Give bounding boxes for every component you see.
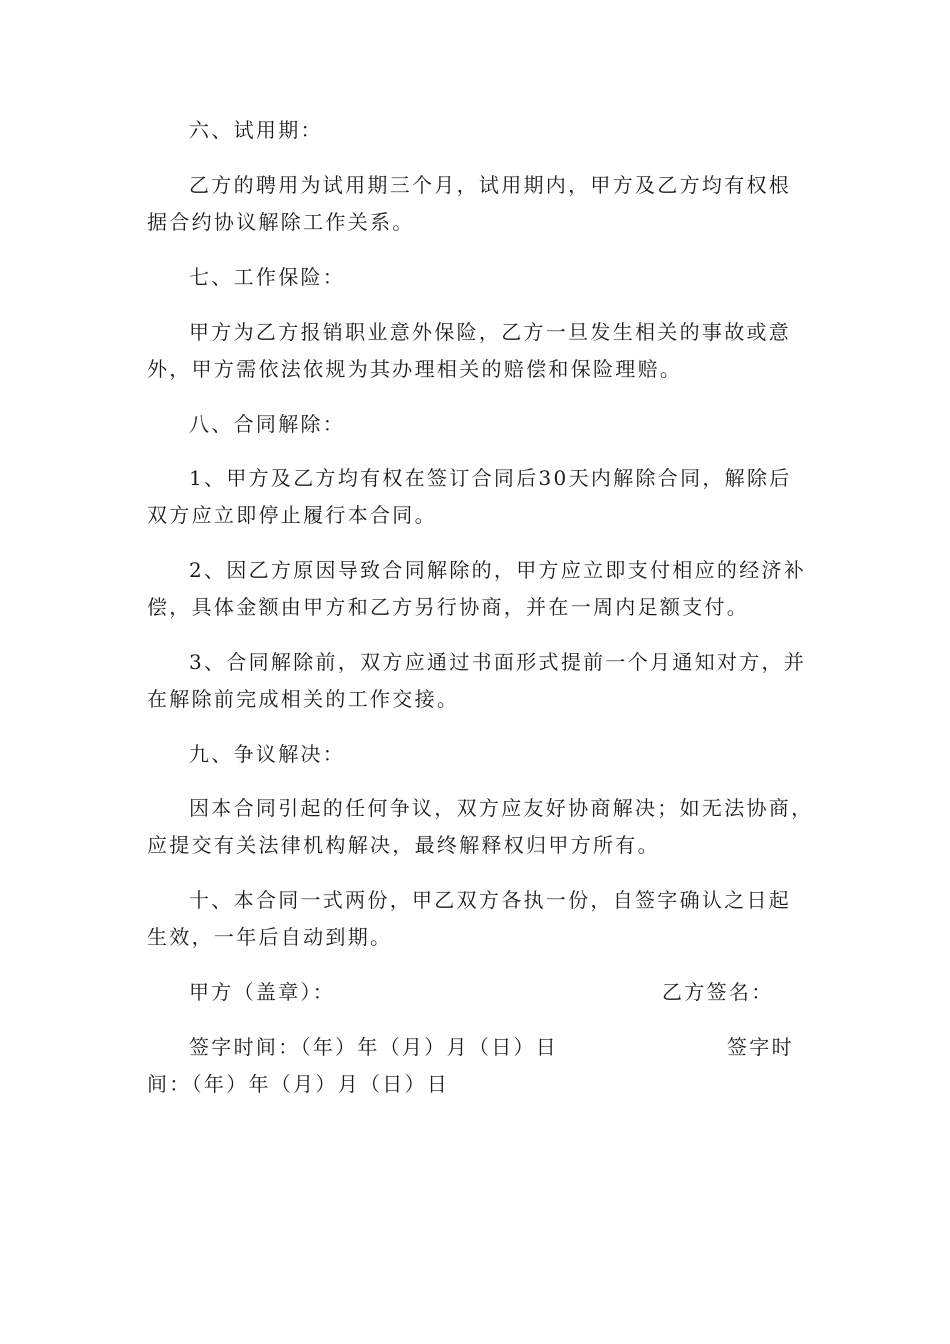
section-6-body-line-2: 据合约协议解除工作关系。	[147, 210, 415, 234]
section-8-item-1-line-1: 1、甲方及乙方均有权在签订合同后30天内解除合同，解除后	[189, 466, 792, 490]
section-7-body-line-2: 外，甲方需依法依规为其办理相关的赔偿和保险理赔。	[147, 357, 683, 381]
section-6-body-line-1: 乙方的聘用为试用期三个月，试用期内，甲方及乙方均有权根	[189, 173, 792, 197]
party-b-signature-label: 乙方签名：	[662, 980, 774, 1004]
party-a-sign-date: 签字时间：（年）年（月）月（日）日	[189, 1035, 559, 1059]
party-b-sign-date-end: 间：（年）年（月）月（日）日	[147, 1072, 450, 1096]
section-8-item-3-line-2: 在解除前完成相关的工作交接。	[147, 687, 460, 711]
party-a-seal-label: 甲方（盖章）：	[189, 980, 336, 1004]
section-8-item-3-line-1: 3、合同解除前，双方应通过书面形式提前一个月通知对方，并	[189, 650, 807, 674]
section-6-heading: 六、试用期：	[189, 118, 323, 142]
section-10-line-1: 十、本合同一式两份，甲乙双方各执一份，自签字确认之日起	[189, 888, 792, 912]
section-8-item-1-line-2: 双方应立即停止履行本合同。	[147, 503, 437, 527]
section-9-body-line-2: 应提交有关法律机构解决，最终解释权归甲方所有。	[147, 833, 660, 857]
section-8-item-2-line-1: 2、因乙方原因导致合同解除的，甲方应立即支付相应的经济补	[189, 558, 807, 582]
section-7-body-line-1: 甲方为乙方报销职业意外保险，乙方一旦发生相关的事故或意	[189, 320, 792, 344]
section-9-heading: 九、争议解决：	[189, 742, 346, 766]
section-10-line-2: 生效，一年后自动到期。	[147, 925, 393, 949]
section-7-heading: 七、工作保险：	[189, 265, 346, 289]
section-9-body-line-1: 因本合同引起的任何争议，双方应友好协商解决；如无法协商，	[189, 796, 814, 820]
section-8-heading: 八、合同解除：	[189, 412, 346, 436]
section-8-item-2-line-2: 偿，具体金额由甲方和乙方另行协商，并在一周内足额支付。	[147, 595, 750, 619]
party-b-sign-date-start: 签字时	[727, 1035, 794, 1059]
